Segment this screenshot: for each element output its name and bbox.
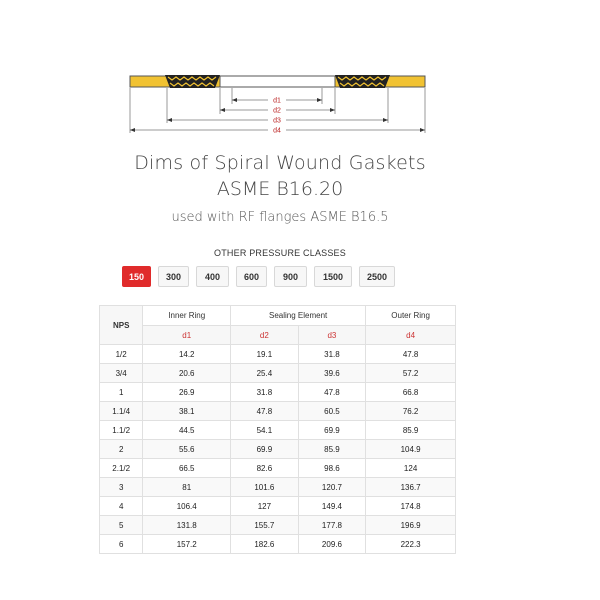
cell-d3: 60.5 [298, 402, 366, 421]
cell-d4: 124 [366, 459, 456, 478]
cell-d1: 106.4 [143, 497, 231, 516]
cell-d3: 69.9 [298, 421, 366, 440]
cell-nps: 5 [100, 516, 143, 535]
cell-d3: 120.7 [298, 478, 366, 497]
cell-nps: 3 [100, 478, 143, 497]
cell-d3: 209.6 [298, 535, 366, 554]
table-row [100, 421, 456, 440]
table-row [100, 402, 456, 421]
table-row [100, 383, 456, 402]
pressure-class-buttons [122, 266, 395, 287]
dim-label-d1: d1 [273, 97, 281, 105]
table-row [100, 345, 456, 364]
cell-nps: 4 [100, 497, 143, 516]
cell-d2: 54.1 [231, 421, 299, 440]
table-row [100, 459, 456, 478]
cell-nps: 1 [100, 383, 143, 402]
table-row [100, 364, 456, 383]
class-400-button[interactable]: 400 [196, 266, 229, 287]
cell-d2: 69.9 [231, 440, 299, 459]
cell-d4: 222.3 [366, 535, 456, 554]
class-300-button[interactable]: 300 [158, 266, 189, 287]
cell-d2: 25.4 [231, 364, 299, 383]
cell-d1: 14.2 [143, 345, 231, 364]
cell-d1: 44.5 [143, 421, 231, 440]
pressure-classes-heading: OTHER PRESSURE CLASSES [214, 248, 346, 258]
table-body [100, 345, 456, 554]
table-row [100, 535, 456, 554]
header-sealing-element: Sealing Element [231, 306, 366, 326]
cell-d2: 155.7 [231, 516, 299, 535]
class-150-button[interactable]: 150 [122, 266, 151, 287]
cell-d4: 66.8 [366, 383, 456, 402]
cell-d3: 39.6 [298, 364, 366, 383]
cell-d3: 149.4 [298, 497, 366, 516]
table-row [100, 478, 456, 497]
right-sealing-element [335, 75, 390, 88]
cell-d4: 104.9 [366, 440, 456, 459]
header-d1: d1 [143, 326, 231, 345]
header-d3: d3 [298, 326, 366, 345]
cell-d2: 19.1 [231, 345, 299, 364]
inner-ring-bar [220, 76, 335, 87]
cell-d2: 182.6 [231, 535, 299, 554]
dim-label-d4: d4 [273, 127, 281, 135]
header-inner-ring: Inner Ring [143, 306, 231, 326]
left-sealing-element [165, 75, 220, 88]
cell-d4: 136.7 [366, 478, 456, 497]
cell-nps: 1.1/2 [100, 421, 143, 440]
cell-nps: 3/4 [100, 364, 143, 383]
cell-d3: 85.9 [298, 440, 366, 459]
cell-d1: 26.9 [143, 383, 231, 402]
class-600-button[interactable]: 600 [236, 266, 267, 287]
cell-nps: 1.1/4 [100, 402, 143, 421]
cell-d3: 47.8 [298, 383, 366, 402]
cell-d4: 47.8 [366, 345, 456, 364]
header-d2: d2 [231, 326, 299, 345]
table-row [100, 440, 456, 459]
cell-d3: 31.8 [298, 345, 366, 364]
subtitle: used with RF flanges ASME B16.5 [171, 210, 389, 225]
cell-d1: 55.6 [143, 440, 231, 459]
cell-d4: 196.9 [366, 516, 456, 535]
cell-d2: 127 [231, 497, 299, 516]
cell-d2: 101.6 [231, 478, 299, 497]
cell-d3: 98.6 [298, 459, 366, 478]
table-row [100, 516, 456, 535]
cell-d1: 66.5 [143, 459, 231, 478]
cell-d2: 47.8 [231, 402, 299, 421]
gasket-dimensions-table [99, 305, 456, 554]
standard-title: ASME B16.20 [216, 178, 344, 200]
cell-d2: 31.8 [231, 383, 299, 402]
cell-d1: 38.1 [143, 402, 231, 421]
cell-nps: 2.1/2 [100, 459, 143, 478]
cell-d4: 85.9 [366, 421, 456, 440]
cell-d4: 174.8 [366, 497, 456, 516]
cell-d2: 82.6 [231, 459, 299, 478]
class-1500-button[interactable]: 1500 [314, 266, 352, 287]
dim-label-d2: d2 [273, 107, 281, 115]
class-2500-button[interactable]: 2500 [359, 266, 395, 287]
cell-d1: 81 [143, 478, 231, 497]
cell-d1: 157.2 [143, 535, 231, 554]
page-title: Dims of Spiral Wound Gaskets [134, 152, 426, 174]
dim-label-d3: d3 [273, 117, 281, 125]
gasket-diagram [0, 0, 600, 140]
cell-d1: 20.6 [143, 364, 231, 383]
header-outer-ring: Outer Ring [366, 306, 456, 326]
cell-d1: 131.8 [143, 516, 231, 535]
class-900-button[interactable]: 900 [274, 266, 307, 287]
cell-nps: 1/2 [100, 345, 143, 364]
cell-d4: 76.2 [366, 402, 456, 421]
cell-nps: 6 [100, 535, 143, 554]
header-d4: d4 [366, 326, 456, 345]
cell-d4: 57.2 [366, 364, 456, 383]
cell-nps: 2 [100, 440, 143, 459]
cell-d3: 177.8 [298, 516, 366, 535]
table-row [100, 497, 456, 516]
header-nps: NPS [100, 306, 143, 345]
